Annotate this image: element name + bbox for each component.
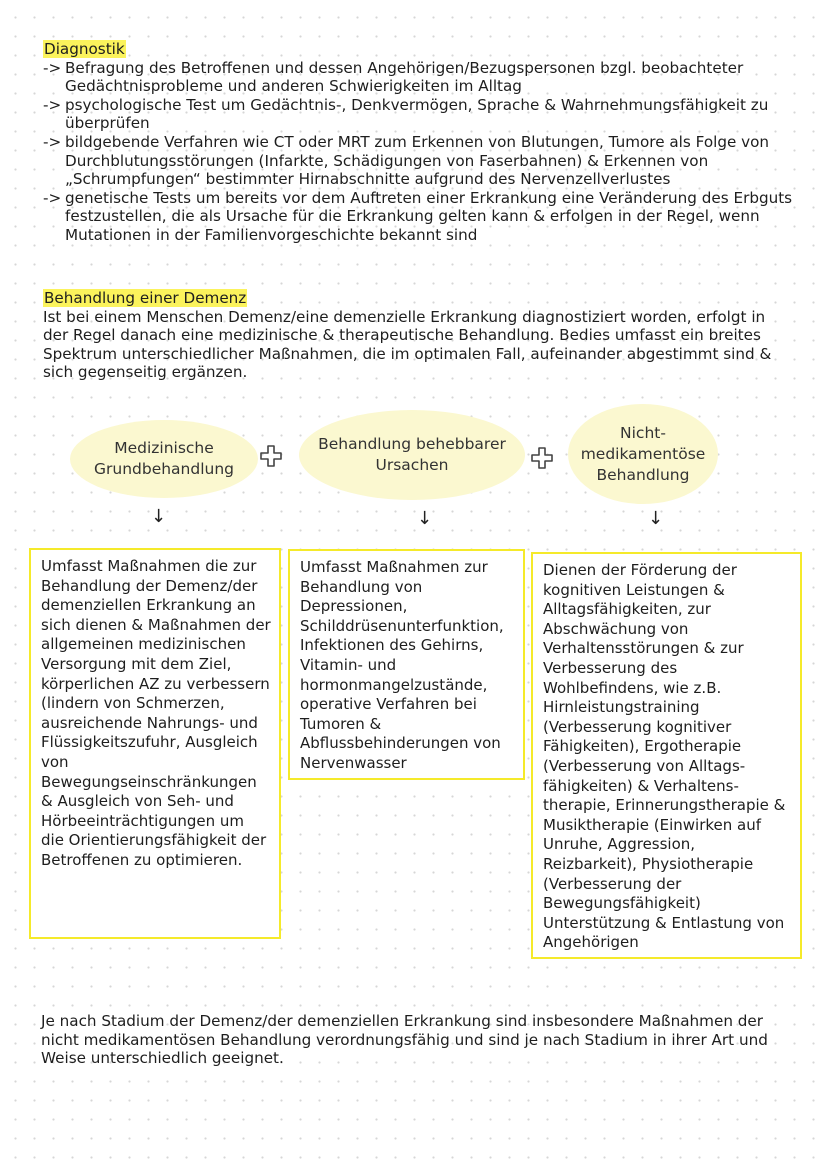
plus-icon [259,444,283,468]
behandlung-intro: Ist bei einem Menschen Demenz/eine demenzielle Erkrankung diagnostiziert worden, erfolgt in der Regel danach eine medizinische & therapeutische Behandlung. Bedies umfasst ein breites Spektrum unterschiedlicher Maßnahmen, die im optimalen Fall, aufeinander abgestimmt sind & sich gegenseitig ergänzen. [43,307,772,382]
oval-behandlung-behebbarer-ursachen: Behandlung behebbarer Ursachen [299,410,525,500]
conclusion-text: Je nach Stadium der Demenz/der demenziellen Erkrankung sind insbesondere Maßnahmen der nicht medikamentösen Behandlung verordnungsfähig und sind je nach Stadium in ihrer Art und Weise unterschiedlich geeignet. [41,1012,768,1068]
arrow-icon: -> [43,188,62,207]
plus-icon [530,446,554,470]
box-medizinische-grundbehandlung: Umfasst Maßnahmen die zur Behandlung der Demenz/der demenziellen Erkrankung an sich dienen & Maßnahmen der allgemeinen medizinischen Versorgung mit dem Ziel, körperlichen AZ zu verbessern (lindern von Schmerzen, ausreichende Nahrungs- und Flüssigkeitszufuhr, Ausgleich von Bewegungseinschränkungen & Ausgleich von Seh- und Hörbeeinträchtigungen um die Orientierungsfähigkeit der Betroffenen zu optimieren. [29,548,281,939]
oval-nicht-medikamentoese-behandlung: Nicht-medikamentöse Behandlung [568,404,718,504]
behandlung-heading: Behandlung einer Demenz [44,289,247,307]
diagnostik-heading: Diagnostik [44,40,125,58]
box-behandlung-behebbarer-ursachen: Umfasst Maßnahmen zur Behandlung von Depressionen, Schilddrüsenunterfunktion, Infektionen des Gehirns, Vitamin- und hormonmangelzustände, operative Verfahren bei Tumoren & Abflussbehinderungen von Nervenwasser [288,549,525,780]
diagnostik-list [43,59,793,245]
diagnostik-section [43,40,793,245]
oval-medizinische-grundbehandlung: Medizinische Grundbehandlung [70,420,258,498]
list-item: -> bildgebende Verfahren wie CT oder MRT zum Erkennen von Blutungen, Tumore als Folge von Durchblutungsstörungen (Infarkte, Schädigungen von Faserbahnen) & Erkennen von „Schrumpfungen“ bestimmter Hirnabschnitte aufgrund des Nervenzellverlustes [43,132,770,189]
arrow-icon: -> [43,95,62,114]
down-arrow-icon: ↓ [648,508,664,529]
arrow-icon: -> [43,58,62,77]
list-item: -> genetische Tests um bereits vor dem Auftreten einer Erkrankung eine Veränderung des Erbguts festzustellen, die als Ursache für die Erkrankung gelten kann & erfolgen in der Regel, wenn Mutationen in der Familienvorgeschichte bekannt sind [43,188,793,244]
arrow-icon: -> [43,132,62,151]
list-item: -> Befragung des Betroffenen und dessen Angehörigen/Bezugspersonen bzgl. beobachteter Gedächtnisprobleme und anderen Schwierigkeiten im Alltag [43,58,744,96]
box-nicht-medikamentoese-behandlung: Dienen der Förderung der kognitiven Leistungen & Alltagsfähigkeiten, zur Abschwächung von Verhaltensstörungen & zur Verbesserung des Wohlbefindens, wie z.B. Hirnleistungstraining (Verbesserung kognitiver Fähigkeiten), Ergotherapie (Verbesserung von Alltags-fähigkeiten) & Verhaltens-therapie, Erinnerungstherapie & Musiktherapie (Einwirken auf Unruhe, Aggression, Reizbarkeit), Physiotherapie (Verbesserung der Bewegungsfähigkeit) Unterstützung & Entlastung von Angehörigen [531,552,802,959]
list-item: -> psychologische Test um Gedächtnis-, Denkvermögen, Sprache & Wahrnehmungsfähigkeit zu überprüfen [43,95,769,133]
behandlung-section [43,289,793,382]
down-arrow-icon: ↓ [417,508,433,529]
down-arrow-icon: ↓ [151,506,167,527]
